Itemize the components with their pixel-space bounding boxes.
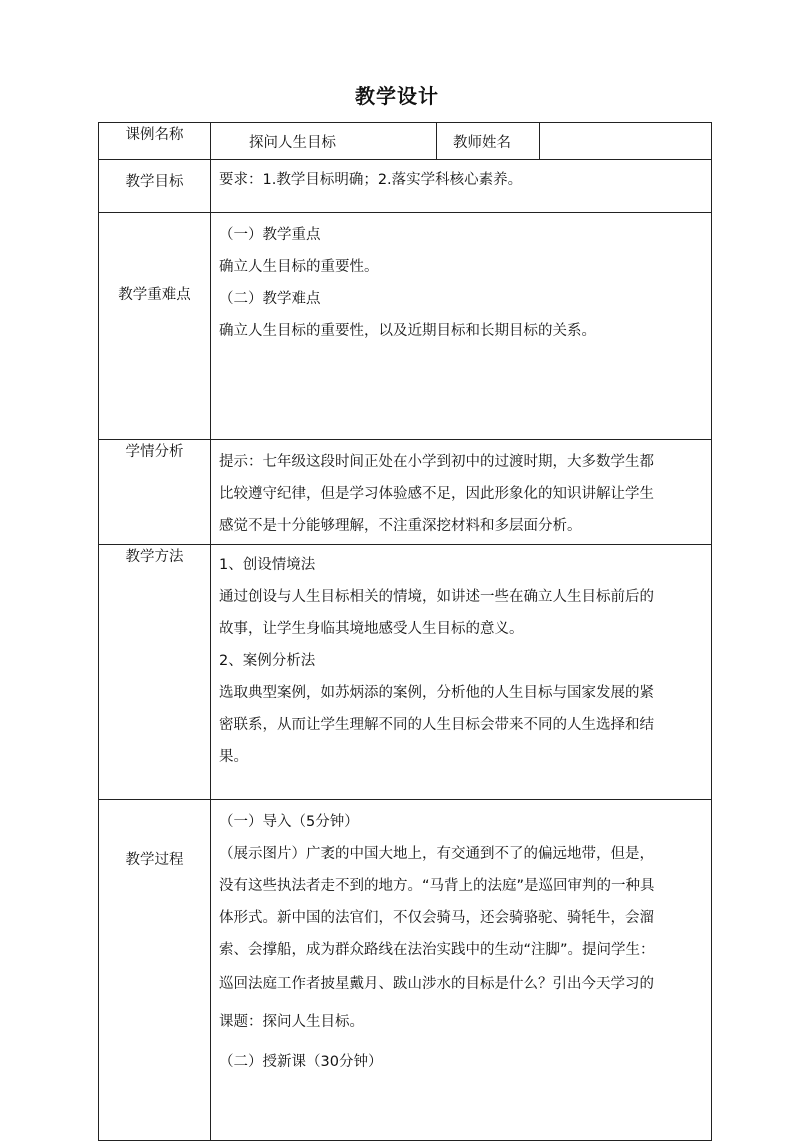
learner-label: 学情分析 [99,440,211,545]
page-title: 教学设计 [355,84,439,108]
lesson-plan-table [98,122,712,1141]
learner-line: 比较遵守纪律，但是学习体验感不足，因此形象化的知识讲解让学生 [219,486,654,502]
goal-cell [211,160,712,213]
goal-row [99,160,712,213]
learner-line: 感觉不是十分能够理解，不注重深挖材料和多层面分析。 [219,518,582,534]
goal-label: 教学目标 [99,160,211,213]
key-points-line: （一）教学重点 [219,227,321,243]
process-line: 巡回法庭工作者披星戴月、跋山涉水的目标是什么？引出今天学习的 [219,976,654,992]
process-line: （一）导入（5分钟） [219,814,359,830]
course-row [99,123,712,160]
process-line: 索、会撑船，成为群众路线在法治实践中的生动“注脚”。提问学生： [219,942,655,958]
process-line: 没有这些执法者走不到的地方。“马背上的法庭”是巡回审判的一种具 [219,878,655,894]
key-points-line: 确立人生目标的重要性，以及近期目标和长期目标的关系。 [219,323,596,339]
key-points-line: 确立人生目标的重要性。 [219,259,379,275]
method-line: 选取典型案例，如苏炳添的案例，分析他的人生目标与国家发展的紧 [219,685,654,701]
learner-cell [211,440,712,545]
teacher-name-label: 教师姓名 [437,123,540,160]
method-line: 1、创设情境法 [219,557,316,573]
process-label: 教学过程 [99,800,211,1141]
process-row [99,800,712,1141]
method-line: 2、案例分析法 [219,653,316,669]
key-points-row [99,213,712,440]
method-line: 通过创设与人生目标相关的情境，如讲述一些在确立人生目标前后的 [219,589,654,605]
goal-text: 要求：1.教学目标明确；2.落实学科核心素养。 [219,172,523,188]
course-name-label: 课例名称 [99,123,211,160]
key-points-label: 教学重难点 [99,213,211,440]
learner-line: 提示：七年级这段时间正处在小学到初中的过渡时期，大多数学生都 [219,454,654,470]
key-points-line: （二）教学难点 [219,291,321,307]
method-line: 密联系，从而让学生理解不同的人生目标会带来不同的人生选择和结 [219,717,654,733]
method-label: 教学方法 [99,545,211,800]
process-line: （二）授新课（30分钟） [219,1054,383,1070]
process-line: 体形式。新中国的法官们，不仅会骑马，还会骑骆驼、骑牦牛，会溜 [219,910,654,926]
teacher-name-value[interactable] [540,123,712,160]
method-row [99,545,712,800]
method-line: 故事，让学生身临其境地感受人生目标的意义。 [219,621,524,637]
method-cell [211,545,712,800]
process-line: 课题：探问人生目标。 [219,1014,364,1030]
key-points-cell [211,213,712,440]
learner-row [99,440,712,545]
course-name-value: 探问人生目标 [211,123,437,160]
process-cell [211,800,712,1141]
method-line: 果。 [219,749,248,765]
process-line: （展示图片）广袤的中国大地上，有交通到不了的偏远地带，但是， [219,846,654,862]
